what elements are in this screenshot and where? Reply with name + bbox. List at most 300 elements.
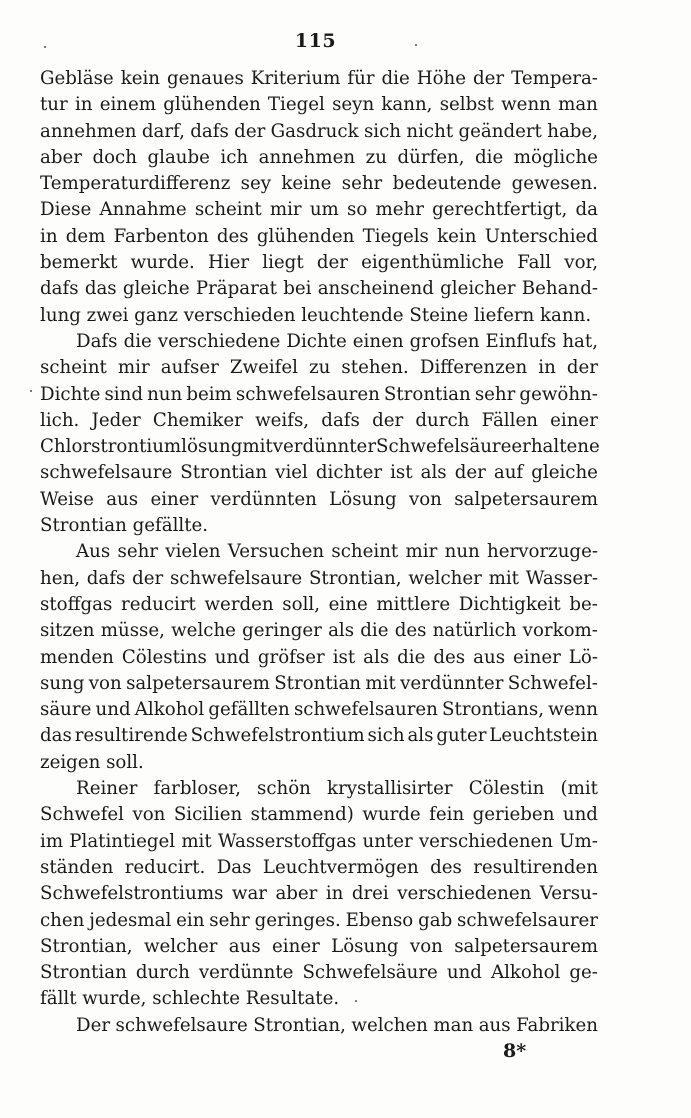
line-text: fällt wurde, schlechte Resultate. [40, 988, 340, 1010]
word: die [360, 620, 389, 642]
word: Dichte [40, 383, 101, 405]
word: scheint [40, 357, 107, 379]
word: salpetersaurem [454, 935, 598, 957]
word: aus [478, 1014, 511, 1036]
word: einer [513, 646, 561, 668]
word: verschiedene [157, 330, 281, 352]
word: verdünnte [198, 962, 294, 984]
word: ge- [569, 962, 598, 984]
word: Dichte [286, 330, 347, 352]
word: in [538, 357, 556, 379]
word: so [347, 199, 368, 221]
word: Lösung [329, 488, 397, 510]
word: als [363, 646, 390, 668]
word: wurde [362, 804, 421, 826]
word: schön [257, 778, 311, 800]
word: einem [99, 94, 156, 116]
word: mehr [375, 199, 424, 221]
text-line [40, 855, 598, 881]
word: dem [65, 225, 106, 247]
word: annehmen [258, 146, 356, 168]
word: der [316, 252, 348, 274]
word: sitzen [40, 620, 95, 642]
word: des [216, 225, 249, 247]
word: grofsen [409, 330, 480, 352]
word: nun [444, 541, 480, 563]
word: gewesen. [511, 173, 598, 195]
word: durch [415, 409, 470, 431]
word: und [214, 646, 250, 668]
word: verdünnten [210, 488, 317, 510]
word: die [381, 68, 410, 89]
word: und [446, 962, 482, 984]
word: von [408, 488, 442, 510]
word: stoffgas [40, 593, 113, 615]
word: resultirende [74, 725, 188, 747]
word: farbloser, [153, 778, 241, 800]
word: man [558, 94, 598, 116]
word: welcher [408, 567, 482, 589]
word: ein [176, 909, 205, 931]
word: sehr [209, 909, 250, 931]
word: verschiedenen [397, 883, 532, 905]
word: Dafs [76, 330, 118, 352]
word: wenn [501, 94, 551, 116]
word: Strontian [274, 672, 362, 694]
text-line [40, 145, 598, 171]
word: Farbenton [113, 225, 209, 247]
word: sind [104, 383, 143, 405]
text-line [40, 66, 598, 92]
word: säure [40, 699, 92, 721]
text-line [40, 355, 598, 381]
word: Schwefelstrontiums [40, 883, 224, 905]
word: kann, [381, 94, 433, 116]
word: Cölestin [468, 778, 545, 800]
word: Alkohol [134, 699, 205, 721]
word: Schwefel- [507, 672, 598, 694]
word: liegt [262, 252, 304, 274]
text-line [40, 460, 598, 486]
word: Leuchtvermögen [262, 856, 419, 878]
word: Gebläse [40, 68, 114, 89]
paper-speck [355, 1000, 357, 1002]
word: natürlich [432, 620, 517, 642]
word: der [454, 462, 486, 484]
word: schwefelsaure [169, 567, 303, 589]
word: chen [40, 909, 85, 931]
word: schwefelsaure [115, 1014, 248, 1036]
text-line [40, 303, 598, 329]
word: Höhe [416, 68, 467, 89]
word: verdünnter [272, 436, 377, 458]
word: gleiche [122, 278, 190, 300]
word: beim [186, 383, 232, 405]
text-line [40, 171, 598, 197]
word: sey [240, 173, 271, 195]
text-line [40, 408, 598, 434]
word: von [88, 672, 122, 694]
word: in [74, 94, 93, 116]
word: Behand- [521, 278, 598, 300]
text-line [40, 592, 598, 618]
word: geändert [458, 120, 542, 142]
word: fein [429, 804, 465, 826]
word: gerechtfertigt, [432, 199, 568, 221]
word: mit [365, 672, 396, 694]
word: Strontians, [442, 699, 544, 721]
word: Hier [207, 252, 250, 274]
word: Differenzen [419, 357, 528, 379]
word: der [566, 357, 598, 379]
word: Um- [559, 830, 598, 852]
word: keine [281, 173, 332, 195]
text-line [40, 539, 598, 565]
word: einer [272, 935, 320, 957]
word: bemerkt [40, 252, 118, 274]
text-line [40, 92, 598, 118]
word: aber [40, 146, 82, 168]
page-number: 115 [294, 30, 337, 52]
word: reducirt [121, 593, 196, 615]
word: be- [569, 593, 598, 615]
word: Fabriken [516, 1014, 598, 1036]
text-line [40, 802, 598, 828]
word: gewöhn- [519, 383, 598, 405]
word: als [328, 620, 355, 642]
word: bei [283, 278, 312, 300]
word: hervorzuge- [487, 541, 598, 563]
text-line [40, 881, 598, 907]
word: die [123, 330, 152, 352]
word: mögliche [513, 146, 598, 168]
word: zu [309, 357, 331, 379]
word: als [420, 462, 447, 484]
word: Chemiker [152, 409, 243, 431]
text-line [40, 487, 598, 513]
line-text: zeigen soll. [40, 751, 144, 773]
word: Wasserstoffgas [217, 830, 357, 852]
word: Strontian, [40, 935, 133, 957]
word: vor, [564, 252, 598, 274]
text-line [40, 197, 598, 223]
word: doch [92, 146, 137, 168]
word: vielen [165, 541, 221, 563]
word: unter [362, 830, 413, 852]
word: gerieben [472, 804, 555, 826]
word: dafs [190, 120, 229, 142]
text-line [40, 750, 598, 776]
text-line [40, 434, 598, 460]
word: scheint [194, 199, 262, 221]
word: selbst [439, 94, 494, 116]
word: Unterschied [484, 225, 598, 247]
word: des [394, 620, 427, 642]
word: in [325, 883, 344, 905]
word: und [95, 699, 131, 721]
text-line [40, 723, 598, 749]
word: Ebenso [345, 909, 414, 931]
word: Annahme [99, 199, 187, 221]
word: welche [171, 620, 236, 642]
word: Cölestins [121, 646, 207, 668]
word: geringer [242, 620, 322, 642]
word: sich [363, 120, 402, 142]
word: gleiche [531, 462, 598, 484]
word: Präparat [195, 278, 277, 300]
word: stehen. [341, 357, 409, 379]
word: Schwefelsäure [376, 436, 512, 458]
word: in [40, 225, 58, 247]
word: sehr [117, 541, 158, 563]
word: darf, [141, 120, 185, 142]
word: aus [106, 488, 139, 510]
word: genaues [167, 68, 244, 89]
paper-speck [30, 390, 32, 392]
word: von [409, 935, 443, 957]
word: Versu- [539, 883, 598, 905]
word: werden [204, 593, 274, 615]
word: ich [220, 146, 249, 168]
signature-mark: 8* [503, 1040, 527, 1062]
word: Diese [40, 199, 92, 221]
word: jedesmal [89, 909, 172, 931]
word: sich [367, 725, 405, 747]
word: salpetersaurem [454, 488, 598, 510]
word: ist [390, 462, 413, 484]
word: Tempera- [511, 68, 598, 89]
word: Chlorstrontiumlösung [40, 436, 243, 458]
line-text: lung zwei ganz verschieden leuchtende Steine liefern kann. [40, 304, 592, 326]
word: für [347, 68, 375, 89]
word: dafs [40, 278, 79, 300]
word: weifs, [255, 409, 310, 431]
word: seyn [332, 94, 375, 116]
text-line [40, 566, 598, 592]
word: eine [328, 593, 368, 615]
word: Jeder [91, 409, 141, 431]
word: verschiedenen [418, 830, 554, 852]
word: einen [352, 330, 404, 352]
word: gröfser [257, 646, 325, 668]
word: gefällten [208, 699, 290, 721]
text-line [40, 224, 598, 250]
word: mit [488, 567, 519, 589]
word: ständen [40, 856, 114, 878]
word: anscheinend [317, 278, 434, 300]
text-line [40, 382, 598, 408]
word: glaube [147, 146, 210, 168]
word: welcher [143, 935, 218, 957]
word: sung [40, 672, 85, 694]
word: aus [473, 646, 506, 668]
word: dafs [86, 567, 126, 589]
word: gleicher [440, 278, 516, 300]
word: einer [150, 488, 199, 510]
word: Leuchtstein [489, 725, 598, 747]
word: einer [550, 409, 598, 431]
word: schwefelsauren [293, 699, 438, 721]
word: das [84, 278, 117, 300]
word: krystallisirter [327, 778, 453, 800]
word: des [430, 856, 462, 878]
word: glühenden [163, 94, 261, 116]
text-line [40, 776, 598, 802]
word: reducirt. [124, 856, 206, 878]
word: müsse, [100, 620, 165, 642]
word: zu [365, 146, 387, 168]
word: man [433, 1014, 474, 1036]
word: der [372, 409, 404, 431]
word: der [234, 120, 266, 142]
word: im [40, 830, 64, 852]
word: viel [275, 462, 308, 484]
word: Gasdruck [270, 120, 359, 142]
word: aber [275, 883, 318, 905]
word: glühenden [256, 225, 355, 247]
text-line [40, 829, 598, 855]
word: auf [493, 462, 524, 484]
word: Der [76, 1014, 111, 1036]
word: Zweifel [229, 357, 298, 379]
word: Tiegels [362, 225, 429, 247]
word: Schwefel [40, 804, 125, 826]
word: eigenthümliche [361, 252, 505, 274]
word: Kriterium [250, 68, 341, 89]
word: kein [437, 225, 477, 247]
word: mir [117, 357, 150, 379]
word: Temperaturdifferenz [40, 173, 231, 195]
word: als [407, 725, 434, 747]
text-line [40, 250, 598, 276]
text-line [40, 934, 598, 960]
word: war [231, 883, 267, 905]
word: sehr [474, 383, 516, 405]
word: Schwefelsäure [302, 962, 438, 984]
word: Das [216, 856, 252, 878]
text-line [40, 986, 598, 1012]
word: wenn [548, 699, 598, 721]
word: wurde. [130, 252, 195, 274]
word: ist [332, 646, 356, 668]
word: Platintiegel [69, 830, 176, 852]
word: mir [269, 199, 302, 221]
word: dafs [321, 409, 360, 431]
word: Reiner [76, 778, 138, 800]
word: nun [147, 383, 183, 405]
word: sehr [341, 173, 383, 195]
word: schwefelsauren [235, 383, 380, 405]
word: tur [40, 94, 68, 116]
word: des [433, 646, 466, 668]
word: kein [120, 68, 161, 89]
word: Schwefelstrontium [190, 725, 365, 747]
text-line [40, 618, 598, 644]
word: (mit [560, 778, 598, 800]
word: Wasser- [525, 567, 598, 589]
word: durch [135, 962, 190, 984]
word: guter [436, 725, 487, 747]
word: mit [242, 436, 273, 458]
word: Lösung [331, 935, 399, 957]
text-line [40, 513, 598, 539]
word: erhaltene [511, 436, 600, 458]
word: Strontian [40, 962, 127, 984]
word: um [309, 199, 339, 221]
word: Lö- [568, 646, 598, 668]
word: bedeutende [392, 173, 502, 195]
word: Strontian [383, 383, 471, 405]
word: mir [405, 541, 438, 563]
word: vorkom- [522, 620, 598, 642]
text-line [40, 329, 598, 355]
paper-speck [44, 46, 46, 48]
text-line [40, 697, 598, 723]
word: drei [351, 883, 389, 905]
line-text: Strontian gefällte. [40, 515, 209, 537]
word: von [132, 804, 166, 826]
text-line [40, 276, 598, 302]
word: verdünnter [400, 672, 504, 694]
word: da [575, 199, 598, 221]
word: soll, [282, 593, 320, 615]
word: menden [40, 646, 114, 668]
word: dürfen, [397, 146, 465, 168]
word: Dichtigkeit [458, 593, 561, 615]
word: Fällen [481, 409, 538, 431]
word: aufser [160, 357, 219, 379]
word: habe, [547, 120, 598, 142]
word: der [473, 68, 505, 89]
text-line [40, 908, 598, 934]
word: salpetersaurem [126, 672, 270, 694]
word: stammend) [250, 804, 354, 826]
word: hen, [40, 567, 80, 589]
word: der [132, 567, 164, 589]
word: schwefelsaurer [457, 909, 598, 931]
word: Strontian [180, 462, 268, 484]
word: Tiegel [267, 94, 325, 116]
word: resultirenden [473, 856, 598, 878]
text-line [40, 671, 598, 697]
text-line [40, 119, 598, 145]
word: Strontian, [308, 567, 402, 589]
word: die [475, 146, 504, 168]
word: geringes. [254, 909, 341, 931]
word: annehmen [40, 120, 137, 142]
text-line [40, 1013, 598, 1039]
word: Aus [76, 541, 111, 563]
word: Sicilien [173, 804, 243, 826]
word: Versuchen [227, 541, 325, 563]
word: scheint [331, 541, 399, 563]
word: die [397, 646, 426, 668]
word: lich. [40, 409, 80, 431]
word: dichter [315, 462, 383, 484]
word: Alkohol [490, 962, 561, 984]
text-line [40, 645, 598, 671]
word: Einflufs [485, 330, 557, 352]
word: hat, [562, 330, 598, 352]
word: Weise [40, 488, 94, 510]
word: mittlere [376, 593, 451, 615]
body-text [40, 66, 598, 1039]
text-line [40, 960, 598, 986]
word: welchen [351, 1014, 428, 1036]
word: schwefelsaure [40, 462, 173, 484]
word: Strontian, [253, 1014, 346, 1036]
word: das [40, 725, 72, 747]
